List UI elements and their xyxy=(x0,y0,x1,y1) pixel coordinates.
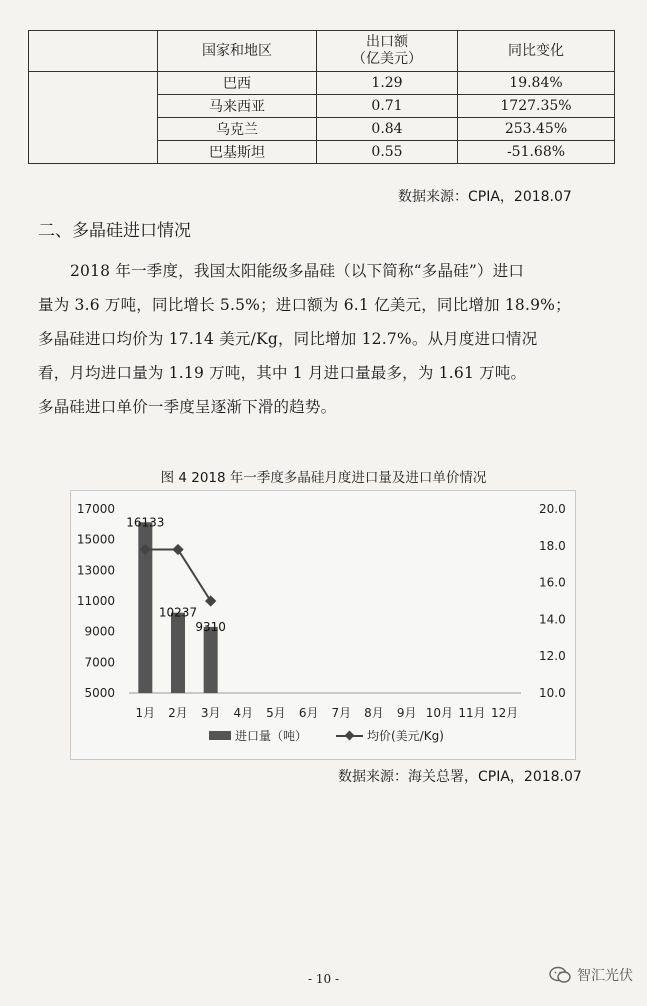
table-header-amount xyxy=(317,31,458,72)
table-header-change: 同比变化 xyxy=(458,31,615,72)
price-marker xyxy=(172,544,183,555)
x-tick-label: 12月 xyxy=(491,706,519,720)
y-left-tick-label: 15000 xyxy=(76,532,115,547)
y-left-tick-label: 5000 xyxy=(84,686,115,700)
watermark-text: 智汇光伏 xyxy=(577,968,633,984)
figure-source: 数据来源：海关总署，CPIA，2018.07 xyxy=(338,769,582,785)
legend-line-label: 均价(美元/Kg) xyxy=(367,729,444,743)
table-source: 数据来源：CPIA，2018.07 xyxy=(398,189,572,205)
section-title: 二、多晶硅进口情况 xyxy=(38,221,191,241)
table-header-blank xyxy=(29,31,158,72)
y-right-tick-label: 20.0 xyxy=(539,502,566,516)
table-cell-amount: 0.55 xyxy=(317,141,458,164)
y-left-tick-label: 17000 xyxy=(76,502,115,516)
x-tick-label: 11月 xyxy=(458,706,486,720)
x-tick-label: 3月 xyxy=(200,706,221,720)
bar xyxy=(171,613,185,693)
page-number: - 10 - xyxy=(307,972,339,986)
table-cell-country: 乌克兰 xyxy=(158,118,317,141)
x-tick-label: 10月 xyxy=(425,706,453,720)
y-right-tick-label: 10.0 xyxy=(539,686,566,700)
x-tick-label: 1月 xyxy=(135,706,156,720)
y-left-tick-label: 11000 xyxy=(76,594,115,608)
table-cell-change: 19.84% xyxy=(458,72,615,95)
y-right-tick-label: 12.0 xyxy=(539,649,566,664)
bar-data-label: 9310 xyxy=(195,619,226,634)
price-marker xyxy=(205,595,216,606)
watermark xyxy=(549,965,633,985)
x-tick-label: 7月 xyxy=(331,706,352,720)
paragraph-line: 多晶硅进口单价一季度呈逐渐下滑的趋势。 xyxy=(38,398,337,416)
table-merged-cell xyxy=(29,72,158,164)
y-right-tick-label: 18.0 xyxy=(539,538,566,553)
x-tick-label: 5月 xyxy=(266,706,286,720)
legend-bar-swatch xyxy=(209,731,231,740)
table-header-amount-line1: 出口额 xyxy=(366,34,408,50)
table-header-amount-line2: （亿美元） xyxy=(352,51,422,67)
table-cell-country: 巴基斯坦 xyxy=(158,141,317,164)
x-tick-label: 8月 xyxy=(364,706,384,720)
y-left-tick-label: 13000 xyxy=(76,563,115,578)
table-header-country: 国家和地区 xyxy=(158,31,317,72)
figure-title: 图 4 2018 年一季度多晶硅月度进口量及进口单价情况 xyxy=(160,470,487,486)
table-cell-amount: 1.29 xyxy=(317,72,458,95)
price-line xyxy=(145,549,210,601)
table-cell-country: 马来西亚 xyxy=(158,95,317,118)
bar xyxy=(204,627,218,693)
paragraph-line: 2018 年一季度，我国太阳能级多晶硅（以下简称“多晶硅”）进口 xyxy=(70,262,525,280)
bar-data-label: 16133 xyxy=(126,515,165,530)
y-right-tick-label: 14.0 xyxy=(539,612,566,627)
y-left-tick-label: 9000 xyxy=(84,624,115,639)
legend-bar-label: 进口量（吨） xyxy=(235,729,308,743)
x-tick-label: 9月 xyxy=(396,706,417,720)
table-cell-change: 1727.35% xyxy=(458,95,615,118)
table-cell-change: -51.68% xyxy=(458,141,615,164)
x-tick-label: 2月 xyxy=(168,706,188,720)
y-left-tick-label: 7000 xyxy=(84,655,115,670)
x-tick-label: 4月 xyxy=(233,706,254,720)
table-cell-amount: 0.84 xyxy=(317,118,458,141)
table-cell-change: 253.45% xyxy=(458,118,615,141)
paragraph-line: 看，月均进口量为 1.19 万吨，其中 1 月进口量最多，为 1.61 万吨。 xyxy=(38,364,527,382)
chart-frame xyxy=(70,490,576,760)
paragraph-line: 量为 3.6 万吨，同比增长 5.5%；进口额为 6.1 亿美元，同比增加 18.9%； xyxy=(38,296,571,314)
legend-line-marker xyxy=(345,731,355,741)
section-paragraph xyxy=(38,254,608,424)
bar-data-label: 10237 xyxy=(158,605,198,620)
paragraph-line: 多晶硅进口均价为 17.14 美元/Kg，同比增加 12.7%。从月度进口情况 xyxy=(38,330,538,348)
table-header-row xyxy=(29,31,615,72)
x-tick-label: 6月 xyxy=(298,706,319,720)
table-row xyxy=(29,72,615,95)
chart-svg xyxy=(71,491,575,759)
table-cell-country: 巴西 xyxy=(158,72,317,95)
export-table xyxy=(28,30,615,164)
wechat-icon xyxy=(549,966,571,984)
y-right-tick-label: 16.0 xyxy=(539,575,566,590)
table-cell-amount: 0.71 xyxy=(317,95,458,118)
